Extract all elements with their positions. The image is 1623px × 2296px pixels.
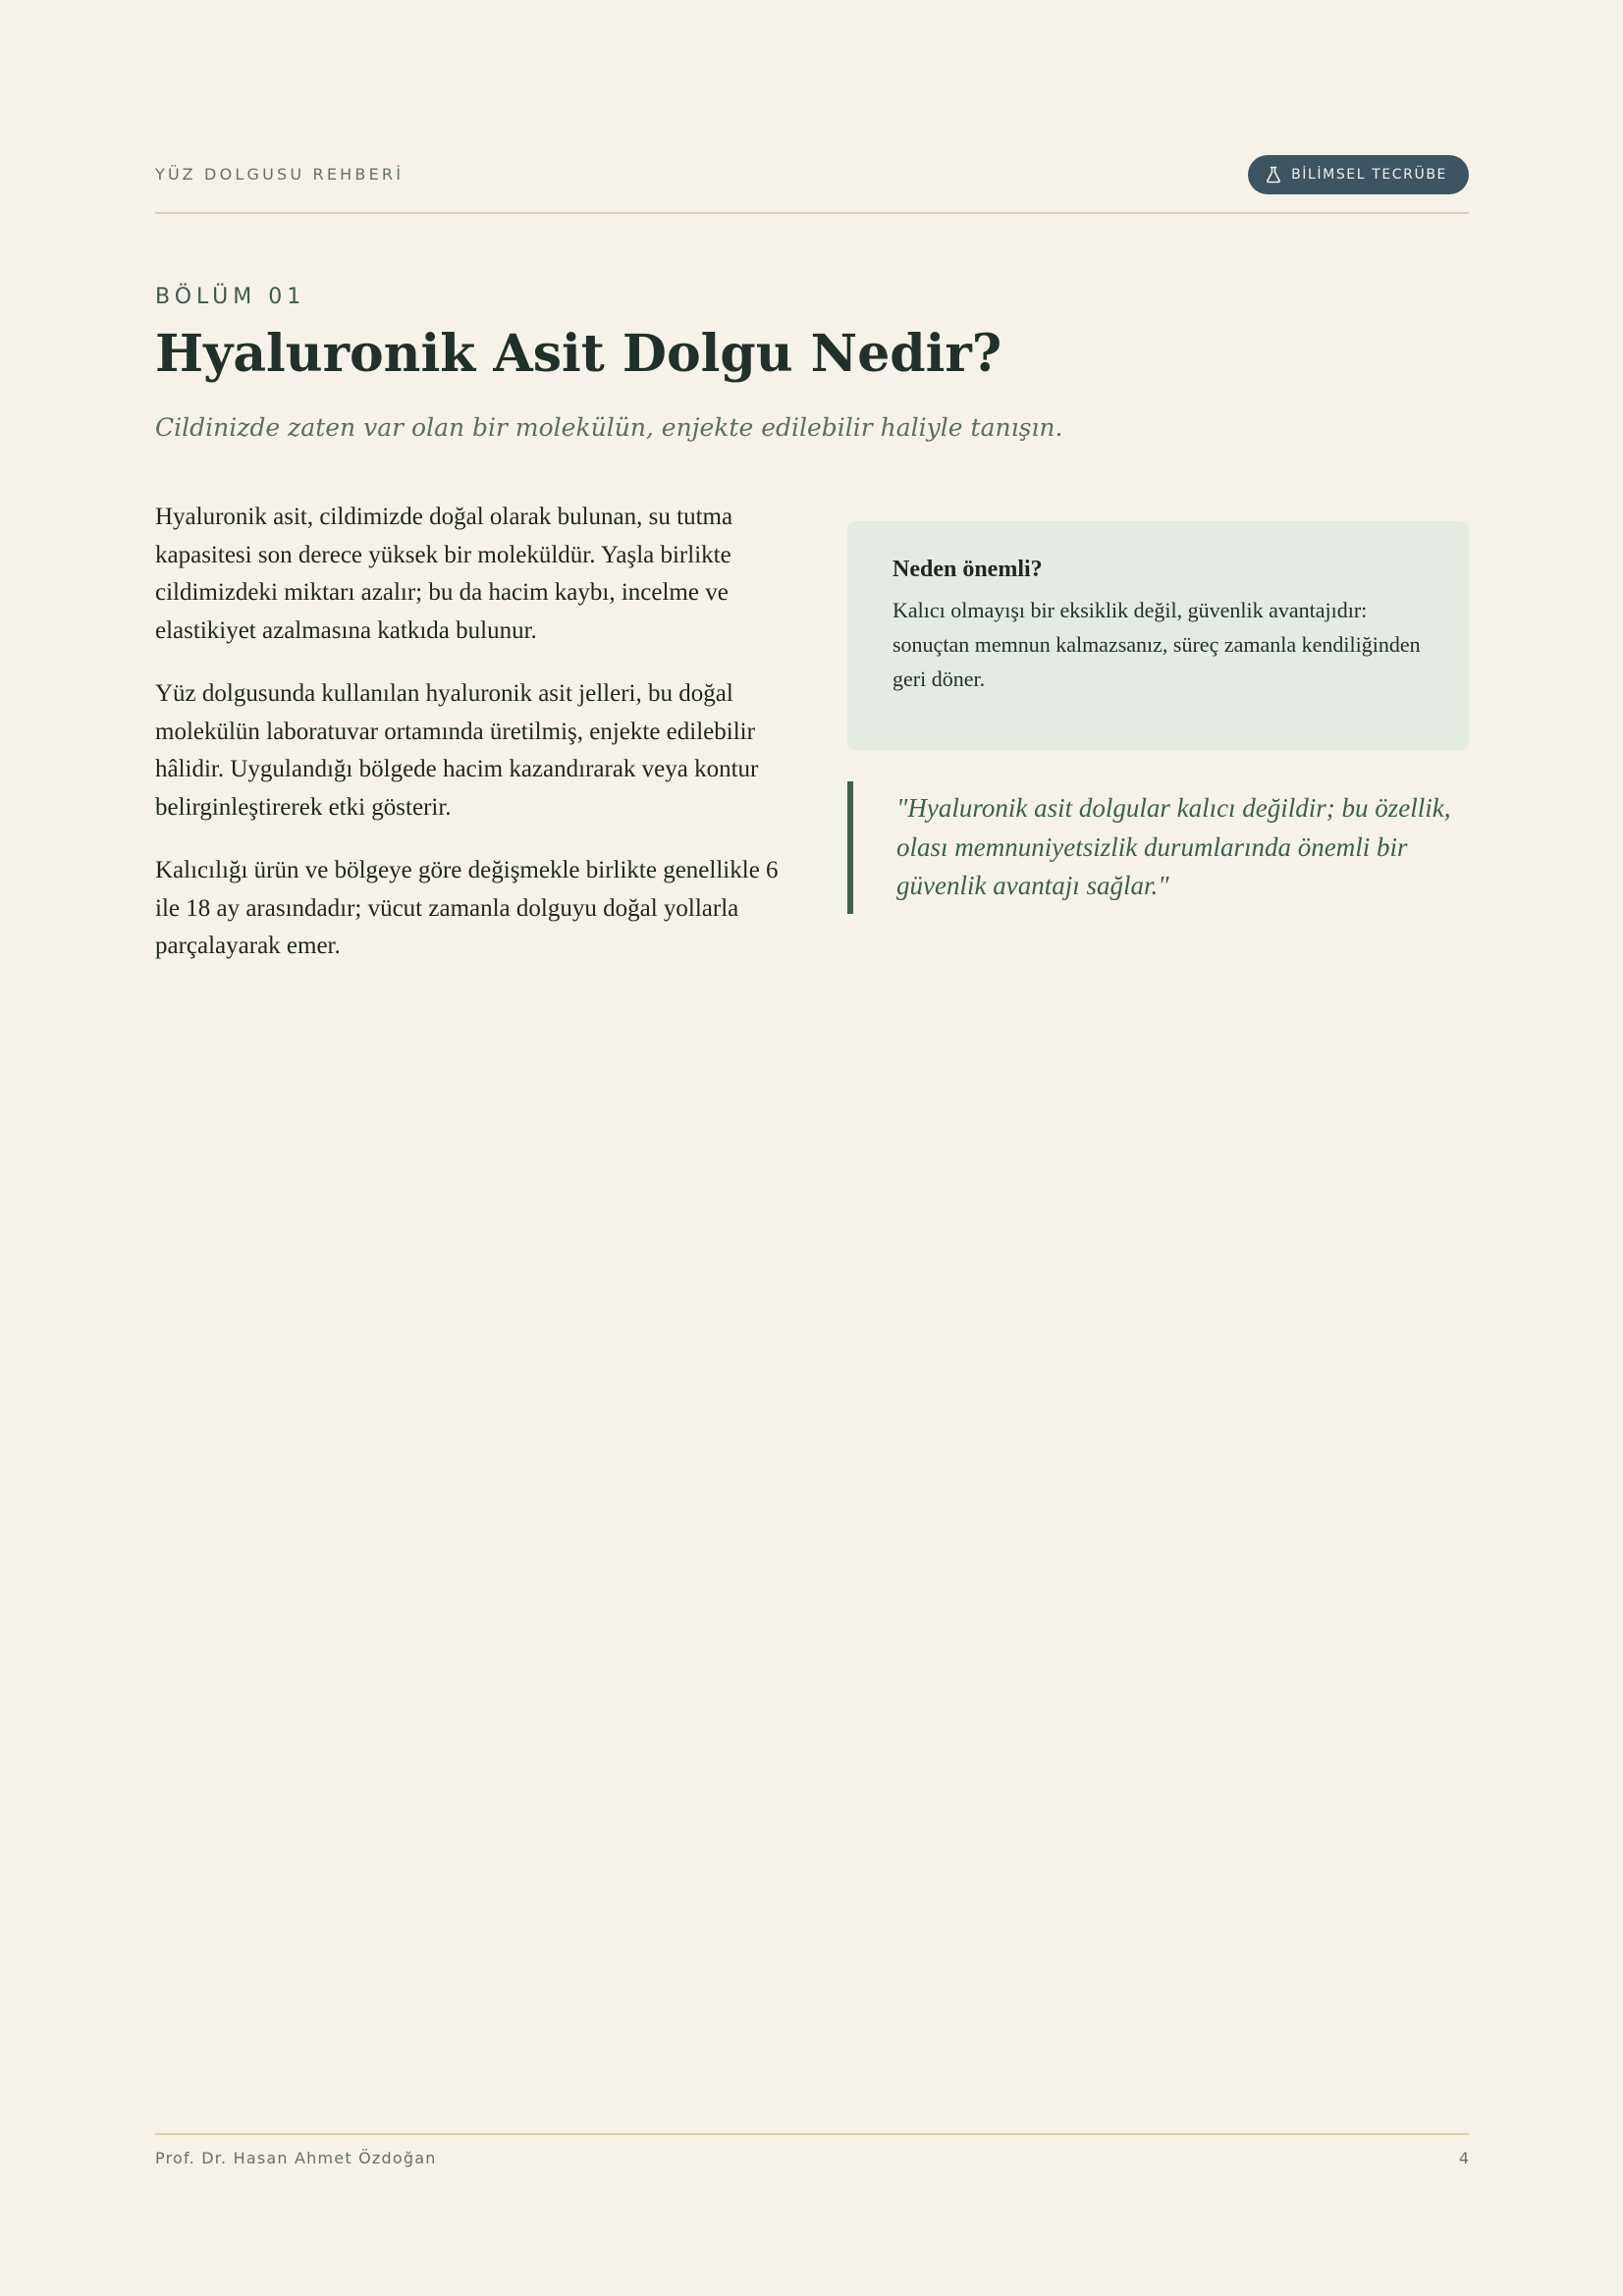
badge-label: BİLİMSEL TECRÜBE <box>1291 167 1447 183</box>
info-card-text: Kalıcı olmayışı bir eksiklik değil, güvenlik avantajıdır: sonuçtan memnun kalmazsanız, süreç zamanla kendiliğinden geri döner. <box>893 598 1421 691</box>
page-footer <box>155 2133 1469 2167</box>
guide-title: YÜZ DOLGUSU REHBERİ <box>155 165 405 184</box>
body-paragraph: Hyaluronik asit, cildimizde doğal olarak bulunan, su tutma kapasitesi son derece yüksek bir moleküldür. Yaşla birlikte cildimizdeki miktarı azalır; bu da hacim kaybı, incelme ve elastikiyet azalmasına katkıda bulunur. <box>155 504 733 644</box>
flask-icon <box>1266 166 1281 184</box>
body-text <box>155 499 793 991</box>
page-subtitle: Cildinizde zaten var olan bir molekülün, enjekte edilebilir haliyle tanışın. <box>155 413 1063 442</box>
footer-author: Prof. Dr. Hasan Ahmet Özdoğan <box>155 2149 437 2167</box>
pull-quote: "Hyaluronik asit dolgular kalıcı değildir; bu özellik, olası memnuniyetsizlik durumlarında önemli bir güvenlik avantajı sağlar." <box>847 781 1469 914</box>
section-label: BÖLÜM 01 <box>155 285 306 309</box>
page-header <box>155 155 1469 214</box>
body-paragraph: Yüz dolgusunda kullanılan hyaluronik asit jelleri, bu doğal molekülün laboratuvar ortamında üretilmiş, enjekte edilebilir hâlidir. Uygulandığı bölgede hacim kazandırarak veya kontur belirginleştirerek etki gösterir. <box>155 680 759 821</box>
page-title: Hyaluronik Asit Dolgu Nedir? <box>155 324 1002 384</box>
document-page <box>155 0 1469 2296</box>
info-card-title: Neden önemli? <box>893 557 1043 582</box>
body-paragraph: Kalıcılığı ürün ve bölgeye göre değişmekle birlikte genellikle 6 ile 18 ay arasındadır; vücut zamanla dolguyu doğal yollarla parçalayarak emer. <box>155 857 779 959</box>
info-card <box>847 521 1469 750</box>
scientific-badge <box>1248 155 1469 194</box>
page-number: 4 <box>1458 2149 1469 2167</box>
